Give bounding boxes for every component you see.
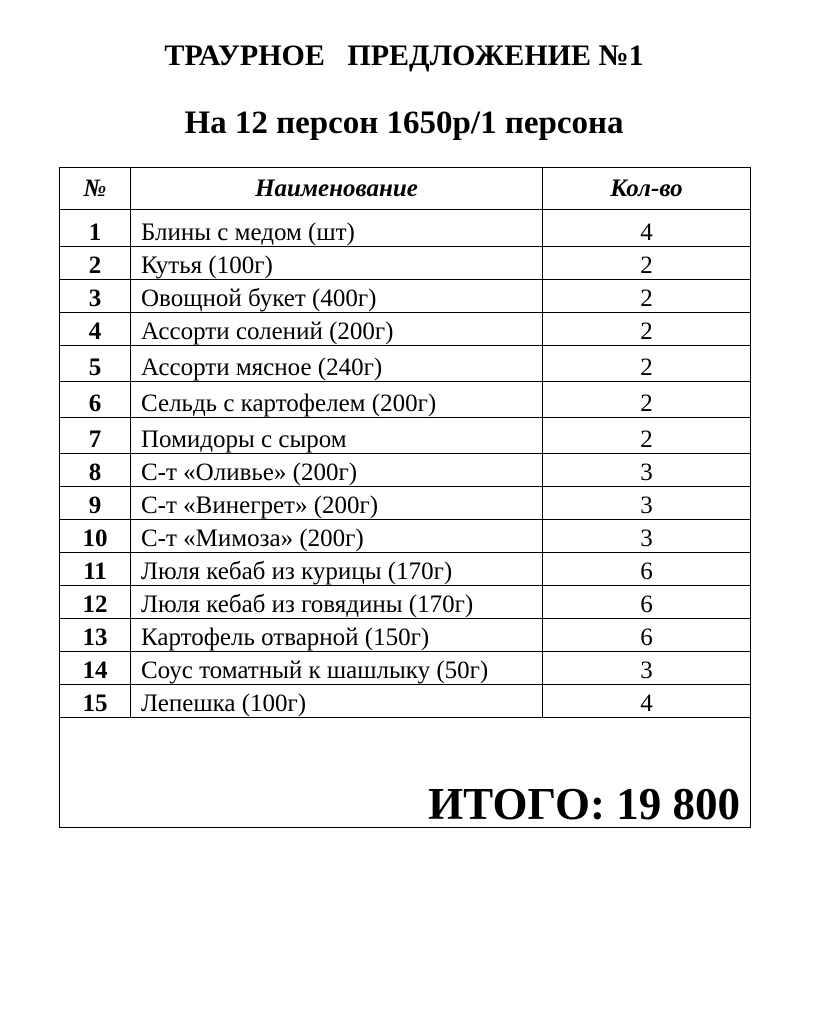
row-name: С-т «Мимоза» (200г) (131, 520, 543, 553)
row-name: Кутья (100г) (131, 247, 543, 280)
row-quantity: 3 (543, 454, 751, 487)
header-number: № (60, 168, 131, 210)
row-number: 10 (60, 520, 131, 553)
menu-table (59, 167, 751, 828)
table-row (60, 586, 751, 619)
table-row (60, 553, 751, 586)
row-quantity: 2 (543, 418, 751, 454)
row-number: 13 (60, 619, 131, 652)
row-number: 3 (60, 280, 131, 313)
row-number: 8 (60, 454, 131, 487)
table-row (60, 685, 751, 718)
row-name: Ассорти мясное (240г) (131, 346, 543, 382)
row-quantity: 3 (543, 652, 751, 685)
row-number: 9 (60, 487, 131, 520)
row-name: Соус томатный к шашлыку (50г) (131, 652, 543, 685)
table-row (60, 210, 751, 247)
table-row (60, 280, 751, 313)
row-number: 6 (60, 382, 131, 418)
row-name: Картофель отварной (150г) (131, 619, 543, 652)
row-number: 12 (60, 586, 131, 619)
document-subtitle: На 12 персон 1650р/1 персона (184, 105, 624, 141)
row-name: С-т «Винегрет» (200г) (131, 487, 543, 520)
row-quantity: 6 (543, 619, 751, 652)
row-name: Овощной букет (400г) (131, 280, 543, 313)
total-amount: ИТОГО: 19 800 (60, 718, 751, 828)
row-number: 1 (60, 210, 131, 247)
row-quantity: 6 (543, 586, 751, 619)
row-quantity: 3 (543, 520, 751, 553)
row-name: Помидоры с сыром (131, 418, 543, 454)
table-row (60, 619, 751, 652)
row-name: Люля кебаб из курицы (170г) (131, 553, 543, 586)
row-quantity: 4 (543, 685, 751, 718)
header-name: Наименование (131, 168, 543, 210)
row-name: Ассорти солений (200г) (131, 313, 543, 346)
row-name: Блины с медом (шт) (131, 210, 543, 247)
table-row (60, 652, 751, 685)
table-row (60, 520, 751, 553)
table-row (60, 313, 751, 346)
row-number: 15 (60, 685, 131, 718)
document-title: ТРАУРНОЕ ПРЕДЛОЖЕНИЕ №1 (164, 39, 644, 72)
row-quantity: 3 (543, 487, 751, 520)
row-quantity: 2 (543, 247, 751, 280)
row-name: Лепешка (100г) (131, 685, 543, 718)
row-quantity: 2 (543, 346, 751, 382)
total-row (60, 718, 751, 828)
table-row (60, 418, 751, 454)
row-number: 5 (60, 346, 131, 382)
row-quantity: 6 (543, 553, 751, 586)
row-name: Люля кебаб из говядины (170г) (131, 586, 543, 619)
table-row (60, 454, 751, 487)
row-number: 4 (60, 313, 131, 346)
table-row (60, 346, 751, 382)
row-name: С-т «Оливье» (200г) (131, 454, 543, 487)
row-name: Сельдь с картофелем (200г) (131, 382, 543, 418)
row-number: 14 (60, 652, 131, 685)
row-number: 2 (60, 247, 131, 280)
table-row (60, 487, 751, 520)
table-header-row (60, 168, 751, 210)
row-number: 7 (60, 418, 131, 454)
row-quantity: 2 (543, 313, 751, 346)
row-number: 11 (60, 553, 131, 586)
header-quantity: Кол-во (543, 168, 751, 210)
row-quantity: 2 (543, 382, 751, 418)
row-quantity: 2 (543, 280, 751, 313)
table-row (60, 247, 751, 280)
row-quantity: 4 (543, 210, 751, 247)
table-row (60, 382, 751, 418)
